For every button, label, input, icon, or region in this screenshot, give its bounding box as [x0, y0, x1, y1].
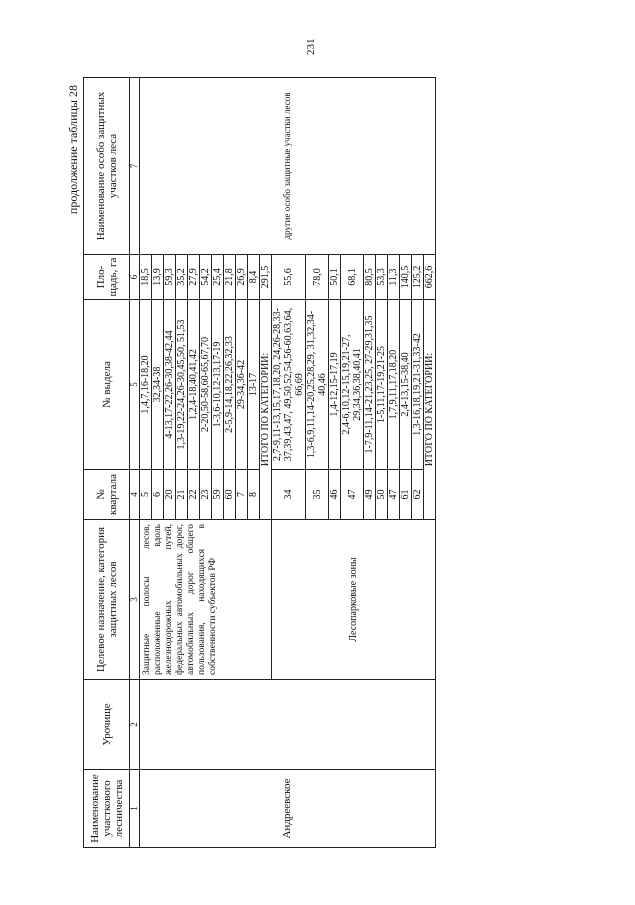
column-number: 7	[130, 78, 140, 255]
area-cell: 140,5	[400, 255, 412, 300]
kvartal-cell: 47	[341, 470, 364, 520]
header-protected-area: Наименование особо защитных участков леса	[84, 78, 130, 255]
vydel-cell: 29-34,36-42	[236, 300, 248, 470]
area-cell: 11,3	[388, 255, 400, 300]
total-area: 291,5	[260, 255, 272, 300]
vydel-cell: 1,3-16,18,19,21-31,33-42	[412, 300, 424, 470]
area-cell: 125,2	[412, 255, 424, 300]
header-lesnichestvo: Наименование участкового лесничества	[84, 770, 130, 848]
kvartal-cell: 47	[388, 470, 400, 520]
column-number: 3	[130, 520, 140, 680]
kvartal-cell: 46	[329, 470, 341, 520]
area-cell: 53,3	[376, 255, 388, 300]
page-number: 231	[305, 38, 317, 55]
vydel-cell: 32,34-38	[152, 300, 164, 470]
area-cell: 78,0	[306, 255, 329, 300]
kvartal-cell: 59	[212, 470, 224, 520]
kvartal-cell: 34	[272, 470, 306, 520]
table-caption: продолжение таблицы 28	[66, 85, 80, 215]
kvartal-cell: 60	[224, 470, 236, 520]
area-cell: 55,6	[272, 255, 306, 300]
kvartal-cell: 21	[176, 470, 188, 520]
header-vydel: № выдела	[84, 300, 130, 470]
header-category: Целевое назначение, категория защитных лесов	[84, 520, 130, 680]
area-cell: 27,9	[188, 255, 200, 300]
total-label: ИТОГО ПО КАТЕГОРИИ:	[260, 300, 272, 520]
vydel-cell: 4-13,17-22,26-30,38-42,44	[164, 300, 176, 470]
vydel-cell: 1,7,9,11,17,18,20	[388, 300, 400, 470]
header-kvartal: № квартала	[84, 470, 130, 520]
area-cell: 54,2	[200, 255, 212, 300]
vydel-cell: 1,3-19,22-24,26-30,45,50, 51,53	[176, 300, 188, 470]
area-cell: 59,3	[164, 255, 176, 300]
area-cell: 35,2	[176, 255, 188, 300]
lesnichestvo-cell: Андреевское	[140, 770, 436, 848]
area-cell: 25,4	[212, 255, 224, 300]
area-cell: 68,1	[341, 255, 364, 300]
vydel-cell: 2,4-6,10,12-15,19,21-27, 29,34,36,38,40,41	[341, 300, 364, 470]
column-numbers-row	[130, 78, 140, 848]
area-cell: 21,8	[224, 255, 236, 300]
area-cell: 26,9	[236, 255, 248, 300]
vydel-cell: 1,2,4-18,40,41,42	[188, 300, 200, 470]
vydel-cell: 1-7,9-11,14-21,23,25, 27-29,31,35	[364, 300, 376, 470]
column-number: 1	[130, 770, 140, 848]
area-cell: 18,5	[140, 255, 152, 300]
table-body	[140, 78, 436, 848]
kvartal-cell: 20	[164, 470, 176, 520]
kvartal-cell: 8	[248, 470, 260, 520]
vydel-cell: 1-5,11,17-19,21-25	[376, 300, 388, 470]
area-cell: 8,4	[248, 255, 260, 300]
kvartal-cell: 23	[200, 470, 212, 520]
vydel-cell: 1,3-6,9,11,14-20,25,28,29, 31,32,34-40,46	[306, 300, 329, 470]
header-area: Пло-щадь, га	[84, 255, 130, 300]
column-number: 2	[130, 680, 140, 770]
header-row	[84, 78, 130, 848]
total-area: 662,6	[424, 255, 436, 300]
area-cell: 80,5	[364, 255, 376, 300]
category-cell: Лесопарковые зоны	[272, 520, 436, 680]
protected-area-cell: другие особо защитные участки лесов	[140, 78, 436, 255]
column-number: 4	[130, 470, 140, 520]
kvartal-cell: 7	[236, 470, 248, 520]
kvartal-cell: 5	[140, 470, 152, 520]
protected-forests-table	[83, 77, 436, 848]
area-cell: 50,1	[329, 255, 341, 300]
kvartal-cell: 50	[376, 470, 388, 520]
vydel-cell: 13-17	[248, 300, 260, 470]
total-label: ИТОГО ПО КАТЕГОРИИ:	[424, 300, 436, 520]
vydel-cell: 1-3,6-10,12-13,17-19	[212, 300, 224, 470]
urochishche-cell	[140, 680, 436, 770]
kvartal-cell: 49	[364, 470, 376, 520]
kvartal-cell: 6	[152, 470, 164, 520]
kvartal-cell: 62	[412, 470, 424, 520]
vydel-cell: 2-20,50-58,60-65,67,70	[200, 300, 212, 470]
vydel-cell: 1,4-12,15-17,19	[329, 300, 341, 470]
vydel-cell: 2,7-9,11-13,15,17,18,20, 24,26-28,33-37,39,43,47, 49,50,52,54,56-60,63,64, 66,69	[272, 300, 306, 470]
header-urochishche: Урочище	[84, 680, 130, 770]
kvartal-cell: 22	[188, 470, 200, 520]
vydel-cell: 2-5,9-14,18,22,26,32,33	[224, 300, 236, 470]
vydel-cell: 2,4-13,15-38,40	[400, 300, 412, 470]
column-number: 6	[130, 255, 140, 300]
kvartal-cell: 35	[306, 470, 329, 520]
vydel-cell: 1,4,7,16-18,20	[140, 300, 152, 470]
column-number: 5	[130, 300, 140, 470]
kvartal-cell: 61	[400, 470, 412, 520]
area-cell: 13,9	[152, 255, 164, 300]
category-cell: Защитные полосы лесов, расположенные вдоль железнодорожных путей, федеральных автомобильных дорог, автомобильных дорог общего пользования, находящихся в собственности субъектов РФ	[140, 520, 272, 680]
table-row	[140, 78, 152, 848]
